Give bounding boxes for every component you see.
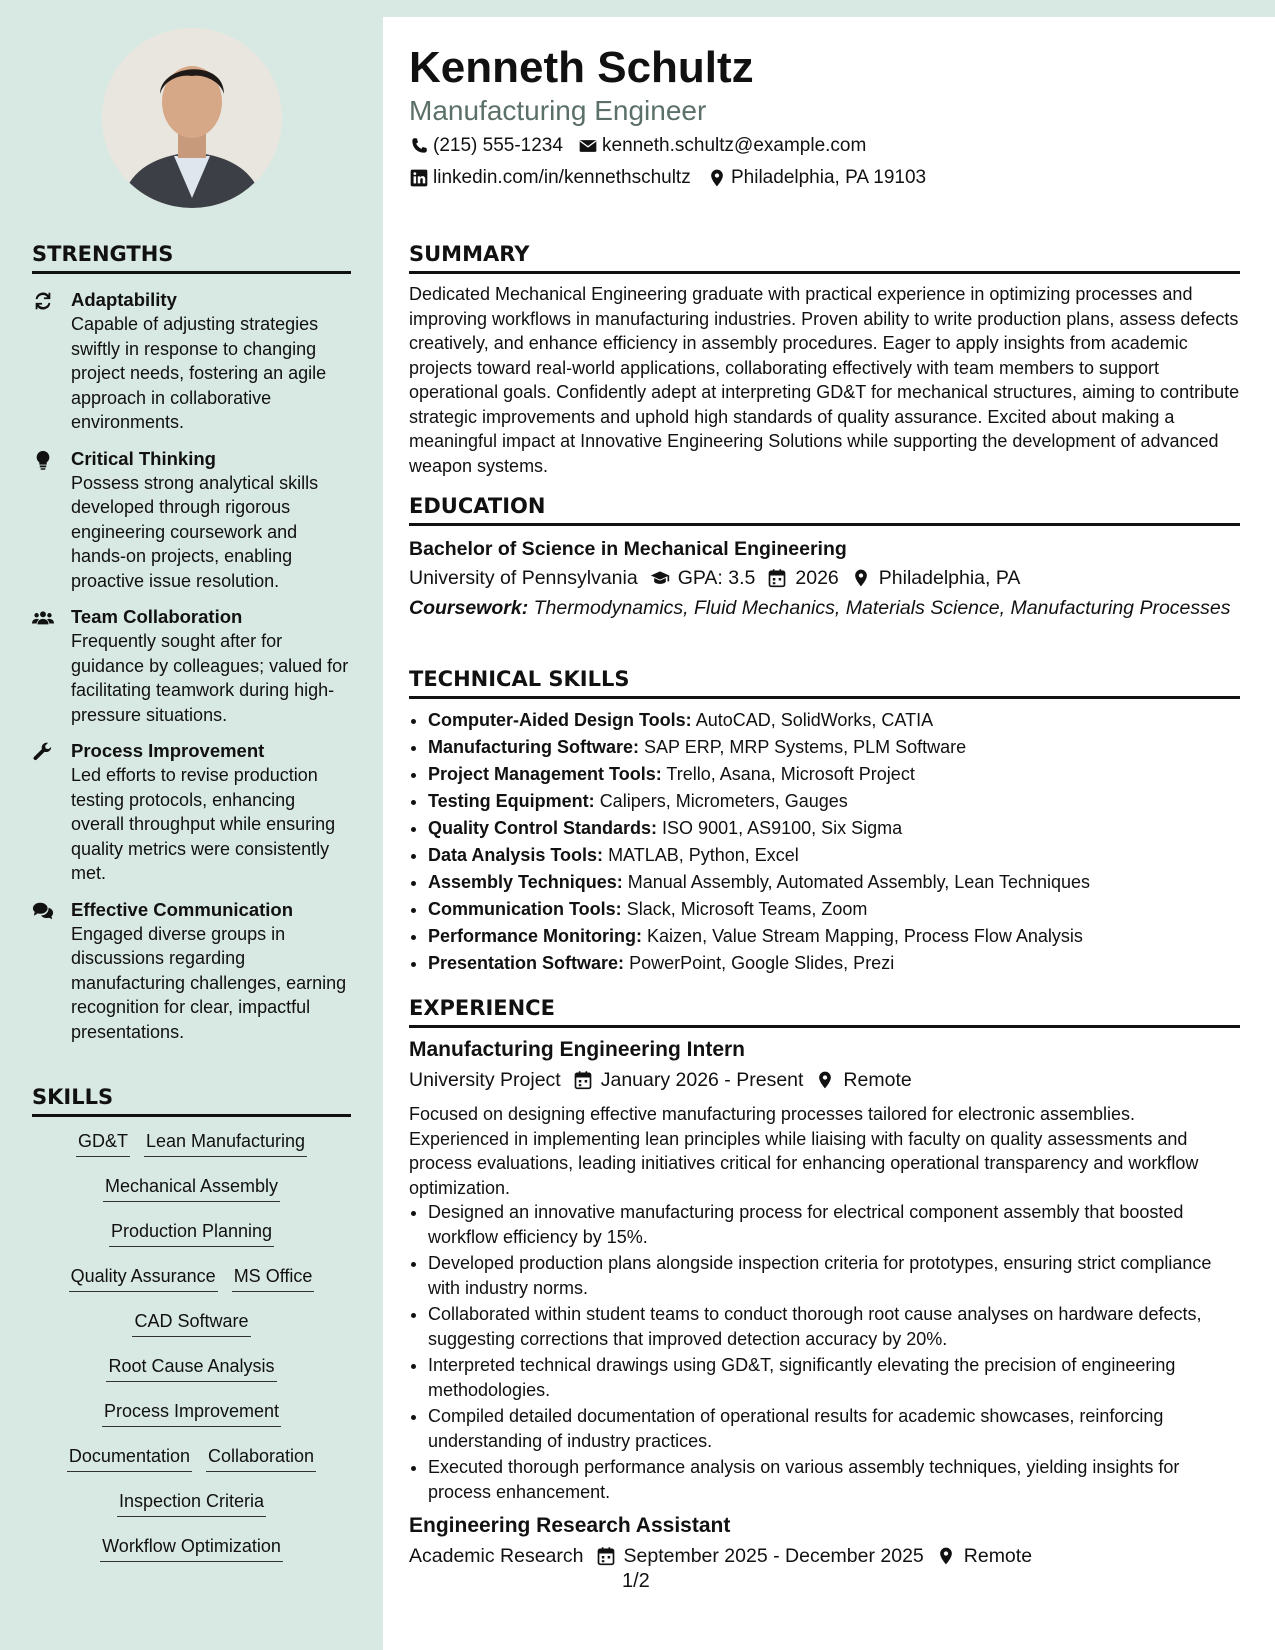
list-item: • Executed thorough performance analysis on various assembly techniques, yielding insights for process enhancement. [428,1455,1240,1504]
location-text: Philadelphia, PA 19103 [731,167,927,188]
strength-description: Possess strong analytical skills developed through rigorous engineering coursework and hands-on projects, enabling proactive issue resolution. [71,472,319,591]
sidebar [0,0,383,1650]
skill-values: Trello, Asana, Microsoft Project [666,764,915,784]
map-pin-icon [707,168,727,188]
tag-row [32,1174,351,1205]
skill-tag: Lean Manufacturing [144,1129,307,1157]
education-section [409,494,1240,621]
skill-category: Assembly Techniques: [428,872,623,892]
map-pin-icon [851,568,871,588]
graduation-cap-icon [650,568,670,588]
summary-text: Dedicated Mechanical Engineering graduate with practical experience in optimizing processes and improving workflows in manufacturing industries. Proven ability to write production plans, assess defects creatively, and enhance efficiency in assembly procedures. Eager to apply insights from academic projects toward real-world applications, collaborating effectively with team members to support operational goals. Confidently adept at interpreting GD&T for mechanical structures, aiming to contribute strategic improvements and uphold high standards of quality assurance. Excited about making a meaningful impact at Innovative Engineering Solutions while supporting the development of advanced weapon systems. [409,284,1240,476]
education-meta [409,564,1240,592]
skills-heading: SKILLS [32,1085,351,1117]
envelope-icon [578,136,598,156]
list-item [428,923,1240,950]
page-number: 1/2 [622,1570,650,1592]
skill-category: Testing Equipment: [428,791,595,811]
skill-tag: Production Planning [109,1219,274,1247]
candidate-title: Manufacturing Engineer [409,95,707,126]
skill-tag: MS Office [232,1264,315,1292]
list-item: • Interpreted technical drawings using GD&T, significantly elevating the precision of engineering methodologies. [428,1353,1240,1402]
list-item [428,950,1240,977]
list-item [428,761,1240,788]
coursework-text: Thermodynamics, Fluid Mechanics, Materials Science, Manufacturing Processes [533,597,1231,619]
list-item [428,707,1240,734]
skill-category: Project Management Tools: [428,764,662,784]
skill-values: PowerPoint, Google Slides, Prezi [629,953,895,973]
skill-tag: GD&T [76,1129,130,1157]
job-dates: September 2025 - December 2025 [623,1545,924,1567]
strength-item [32,447,351,594]
technical-skills-section [409,667,1240,977]
skill-category: Computer-Aided Design Tools: [428,710,692,730]
strength-item [32,739,351,886]
wrench-icon [32,741,54,763]
degree-title: Bachelor of Science in Mechanical Engineering [409,538,847,560]
list-item: • Compiled detailed documentation of operational results for academic showcases, reinforcing understanding of industry practices. [428,1404,1240,1453]
skill-category: Quality Control Standards: [428,818,658,838]
phone-icon [409,136,429,156]
strength-item [32,605,351,727]
list-item [428,788,1240,815]
candidate-name: Kenneth Schultz [409,43,754,92]
job-dates: January 2026 - Present [600,1069,804,1091]
linkedin-contact[interactable] [409,166,691,190]
tag-row [32,1219,351,1250]
strength-description: Frequently sought after for guidance by colleagues; valued for facilitating teamwork during high-pressure situations. [71,631,349,725]
experience-heading: EXPERIENCE [409,996,1240,1028]
graduation-year: 2026 [795,567,839,589]
map-pin-icon [815,1070,835,1090]
summary-heading: SUMMARY [409,242,1240,274]
strength-item [32,898,351,1045]
skill-tag: Workflow Optimization [100,1534,283,1562]
skill-category: Performance Monitoring: [428,926,643,946]
skill-category: Presentation Software: [428,953,625,973]
strength-item [32,288,351,435]
strength-description: Capable of adjusting strategies swiftly in response to changing project needs, fostering an agile approach in collaborative environments. [71,314,327,432]
strengths-heading: STRENGTHS [32,242,351,274]
lightbulb-icon [32,449,54,471]
skill-values: SAP ERP, MRP Systems, PLM Software [644,737,967,757]
sync-icon [32,290,54,312]
tag-row [32,1129,351,1160]
skill-tag: Quality Assurance [69,1264,218,1292]
skill-tag: Root Cause Analysis [106,1354,276,1382]
technical-skills-list [409,707,1240,977]
list-item: • Collaborated within student teams to conduct thorough root cause analyses on hardware defects, suggesting corrections that improved detection accuracy by 20%. [428,1302,1240,1351]
avatar [102,28,282,208]
job-meta [409,1542,1240,1570]
list-item [428,842,1240,869]
tag-row [32,1444,351,1475]
skill-category: Data Analysis Tools: [428,845,604,865]
list-item [428,896,1240,923]
list-item [428,734,1240,761]
skill-tag: CAD Software [132,1309,250,1337]
skill-tag: Documentation [67,1444,192,1472]
strength-title: Team Collaboration [71,606,243,627]
skill-tag: Collaboration [206,1444,316,1472]
gpa-text: GPA: 3.5 [677,567,756,589]
list-item: • Designed an innovative manufacturing process for electrical component assembly that boosted workflow efficiency by 15%. [428,1200,1240,1249]
strength-title: Critical Thinking [71,447,216,469]
email-contact[interactable] [578,134,866,158]
tag-row [32,1534,351,1565]
education-heading: EDUCATION [409,494,1240,526]
comments-icon [32,900,54,922]
strengths-section [32,242,351,1044]
skill-category: Communication Tools: [428,899,622,919]
linkedin-icon [409,168,429,188]
strength-title: Effective Communication [71,898,294,920]
school-location: Philadelphia, PA [878,567,1021,589]
job-meta [409,1066,1240,1094]
job-title: Engineering Research Assistant [409,1514,731,1537]
tag-row [32,1399,351,1430]
job-location: Remote [843,1069,912,1091]
tag-row [32,1354,351,1385]
skill-tag: Mechanical Assembly [103,1174,280,1202]
job-organization: University Project [409,1069,561,1091]
school-name: University of Pennsylvania [409,567,638,589]
strength-description: Engaged diverse groups in discussions regarding manufacturing challenges, earning recognition for clear, impactful presentations. [71,923,347,1042]
map-pin-icon [936,1546,956,1566]
strength-title: Adaptability [71,289,177,310]
skills-section [32,1085,351,1579]
job-bullets [409,1200,1240,1504]
coursework [409,596,1240,621]
coursework-label: Coursework: [409,597,529,619]
list-item: • Developed production plans alongside inspection criteria for prototypes, ensuring strict compliance with industry norms. [428,1251,1240,1300]
skill-values: Calipers, Micrometers, Gauges [599,791,848,811]
calendar-icon [573,1070,593,1090]
job-location: Remote [963,1545,1033,1567]
skill-values: Slack, Microsoft Teams, Zoom [626,899,868,919]
strength-title: Process Improvement [71,740,265,761]
skill-category: Manufacturing Software: [428,737,640,757]
skill-values: Manual Assembly, Automated Assembly, Lean Techniques [627,872,1091,892]
job-organization: Academic Research [409,1545,584,1567]
linkedin-text: linkedin.com/in/kennethschultz [433,167,691,188]
tag-row [32,1309,351,1340]
users-icon [32,607,54,629]
list-item [428,869,1240,896]
calendar-icon [767,568,787,588]
skill-tag: Inspection Criteria [117,1489,266,1517]
experience-section [409,996,1240,1570]
strength-description: Led efforts to revise production testing protocols, enhancing overall throughput while ensuring quality metrics were consistently met. [71,765,336,883]
skills-tags [32,1129,351,1565]
technical-skills-heading: TECHNICAL SKILLS [409,667,1240,699]
job-summary: Focused on designing effective manufacturing processes tailored for electronic assemblies. Experienced in implementing lean principles while liaising with faculty on quality assessments and process evaluations, leading initiatives critical for enhancing operational transparency and workflow optimization. [409,1104,1199,1198]
job-title: Manufacturing Engineering Intern [409,1038,746,1061]
skill-values: Kaizen, Value Stream Mapping, Process Flow Analysis [647,926,1083,946]
tag-row [32,1489,351,1520]
tag-row [32,1264,351,1295]
phone-contact[interactable] [409,134,563,158]
list-item [428,815,1240,842]
skill-values: ISO 9001, AS9100, Six Sigma [662,818,903,838]
skill-values: AutoCAD, SolidWorks, CATIA [695,710,934,730]
calendar-icon [596,1546,616,1566]
phone-text: (215) 555-1234 [433,135,563,156]
skill-values: MATLAB, Python, Excel [608,845,799,865]
email-text: kenneth.schultz@example.com [602,135,867,156]
skill-tag: Process Improvement [102,1399,281,1427]
profile-photo [102,28,282,208]
summary-section [409,242,1240,478]
location-contact [707,166,926,190]
